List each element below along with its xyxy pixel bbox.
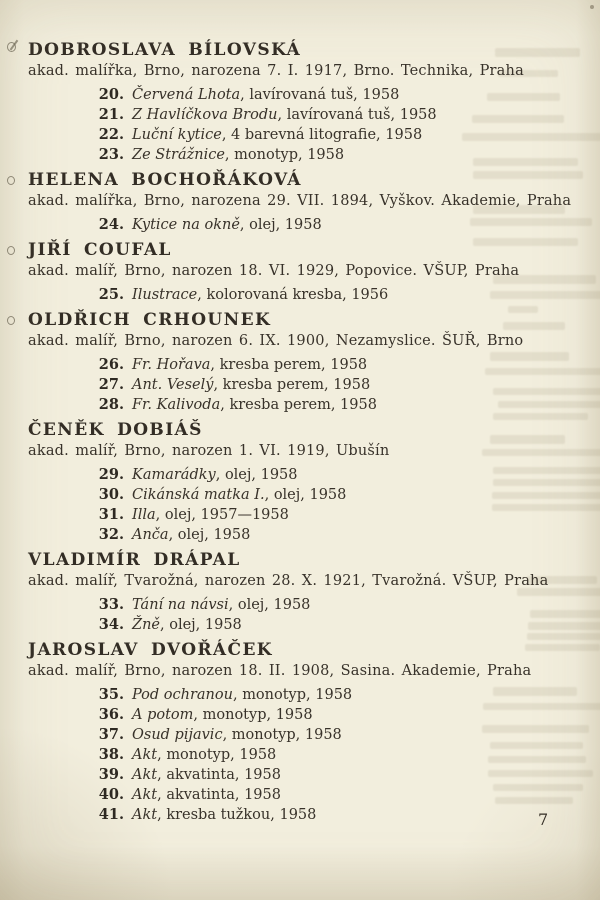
work-title: Kytice na okně [132,217,240,233]
work-title: Ze Strážnice [132,147,225,163]
work-details: , kresba tužkou, 1958 [157,807,316,823]
artist-bio: akad. malíř, Brno, narozen 6. IX. 1900, Nezamyslice. ŠUŘ, Brno [28,333,524,349]
works-list [28,215,573,235]
work-title: Luční kytice [132,127,222,143]
catalog-entries [28,40,573,830]
work-title: Cikánská matka I. [132,487,265,503]
work-details: , akvatinta, 1958 [157,787,281,803]
work-item [98,145,573,165]
artist-entry [28,240,573,305]
work-number: 28. [98,396,124,413]
work-number: 21. [98,106,124,123]
artist-bio: akad. malíř, Brno, narozen 1. VI. 1919, Ubušín [28,443,390,459]
work-number: 22. [98,126,124,143]
work-title: Ant. Veselý [132,377,214,393]
work-item [98,355,573,375]
work-title: Akt [132,767,158,783]
work-details: , olej, 1958 [160,617,242,633]
work-item [98,805,573,825]
page-number: 7 [538,810,549,829]
work-details: , kresba perem, 1958 [210,357,367,373]
work-number: 37. [98,726,124,743]
work-number: 34. [98,616,124,633]
artist-bio: akad. malířka, Brno, narozena 7. I. 1917, Brno. Technika, Praha [28,63,524,79]
artist-entry [28,550,573,635]
work-item [98,595,573,615]
work-item [98,465,573,485]
artist-bio: akad. malíř, Brno, narozen 18. VI. 1929, Popovice. VŠUP, Praha [28,263,520,279]
work-number: 29. [98,466,124,483]
work-details: , kolorovaná kresba, 1956 [197,287,388,303]
work-title: A potom [132,707,194,723]
work-title: Anča [132,527,169,543]
work-item [98,85,573,105]
pencil-slashed-circle-mark [7,42,16,52]
work-details: , olej, 1958 [229,597,311,613]
artist-name: HELENA BOCHOŘÁKOVÁ [28,170,302,190]
work-details: , monotyp, 1958 [225,147,344,163]
work-number: 23. [98,146,124,163]
work-details: , kresba perem, 1958 [220,397,377,413]
work-title: Ilustrace [132,287,198,303]
work-number: 30. [98,486,124,503]
work-number: 39. [98,766,124,783]
work-title: Akt [132,787,158,803]
work-item [98,395,573,415]
work-details: , monotyp, 1958 [157,747,276,763]
artist-entry [28,640,573,825]
artist-bio: akad. malíř, Brno, narozen 18. II. 1908, Sasina. Akademie, Praha [28,663,532,679]
work-title: Illa [132,507,156,523]
artist-entry [28,170,573,235]
work-details: , olej, 1958 [169,527,251,543]
work-item [98,785,573,805]
artist-name: DOBROSLAVA BÍLOVSKÁ [28,40,302,60]
artist-name: VLADIMÍR DRÁPAL [28,550,241,570]
work-title: Z Havlíčkova Brodu [132,107,278,123]
paper-speck [590,5,594,9]
works-list [28,355,573,415]
work-item [98,505,573,525]
work-number: 20. [98,86,124,103]
works-list [28,85,573,165]
work-details: , monotyp, 1958 [193,707,312,723]
artist-entry [28,420,573,545]
work-details: , akvatinta, 1958 [157,767,281,783]
work-number: 35. [98,686,124,703]
artist-name: JAROSLAV DVOŘÁČEK [28,640,273,660]
artist-bio: akad. malíř, Tvarožná, narozen 28. X. 1921, Tvarožná. VŠUP, Praha [28,573,549,589]
artist-entry [28,310,573,415]
work-title: Fr. Hořava [132,357,211,373]
work-item [98,375,573,395]
work-details: , olej, 1958 [265,487,347,503]
works-list [28,595,573,635]
works-list [28,465,573,545]
work-title: Žně [132,617,160,633]
work-title: Akt [132,807,158,823]
work-number: 26. [98,356,124,373]
work-title: Kamarádky [132,467,216,483]
work-details: , olej, 1957—1958 [156,507,289,523]
pencil-circle-mark [7,176,15,185]
work-details: , 4 barevná litografie, 1958 [222,127,422,143]
works-list [28,685,573,825]
work-number: 38. [98,746,124,763]
work-item [98,685,573,705]
work-item [98,745,573,765]
work-item [98,525,573,545]
work-item [98,615,573,635]
artist-name: JIŘÍ COUFAL [28,240,172,260]
work-title: Tání na návsi [132,597,229,613]
work-number: 25. [98,286,124,303]
work-number: 27. [98,376,124,393]
work-item [98,105,573,125]
work-number: 24. [98,216,124,233]
work-item [98,215,573,235]
work-details: , lavírovaná tuš, 1958 [240,87,399,103]
work-number: 40. [98,786,124,803]
work-title: Fr. Kalivoda [132,397,221,413]
pencil-circle-mark [7,316,15,325]
work-item [98,725,573,745]
work-item [98,765,573,785]
artist-name: ČENĚK DOBIÁŠ [28,420,203,440]
work-number: 32. [98,526,124,543]
pencil-circle-mark [7,246,15,255]
work-title: Akt [132,747,158,763]
work-details: , olej, 1958 [240,217,322,233]
work-details: , olej, 1958 [216,467,298,483]
work-number: 33. [98,596,124,613]
work-item [98,485,573,505]
work-details: , monotyp, 1958 [223,727,342,743]
work-number: 36. [98,706,124,723]
works-list [28,285,573,305]
work-number: 31. [98,506,124,523]
artist-name: OLDŘICH CRHOUNEK [28,310,272,330]
work-details: , monotyp, 1958 [233,687,352,703]
work-details: , lavírovaná tuš, 1958 [277,107,436,123]
artist-entry [28,40,573,165]
work-title: Osud pijavic [132,727,223,743]
work-item [98,705,573,725]
work-title: Pod ochranou [132,687,233,703]
work-item [98,125,573,145]
work-number: 41. [98,806,124,823]
artist-bio: akad. malířka, Brno, narozena 29. VII. 1894, Vyškov. Akademie, Praha [28,193,572,209]
work-title: Červená Lhota [132,87,241,103]
work-details: , kresba perem, 1958 [213,377,370,393]
work-item [98,285,573,305]
